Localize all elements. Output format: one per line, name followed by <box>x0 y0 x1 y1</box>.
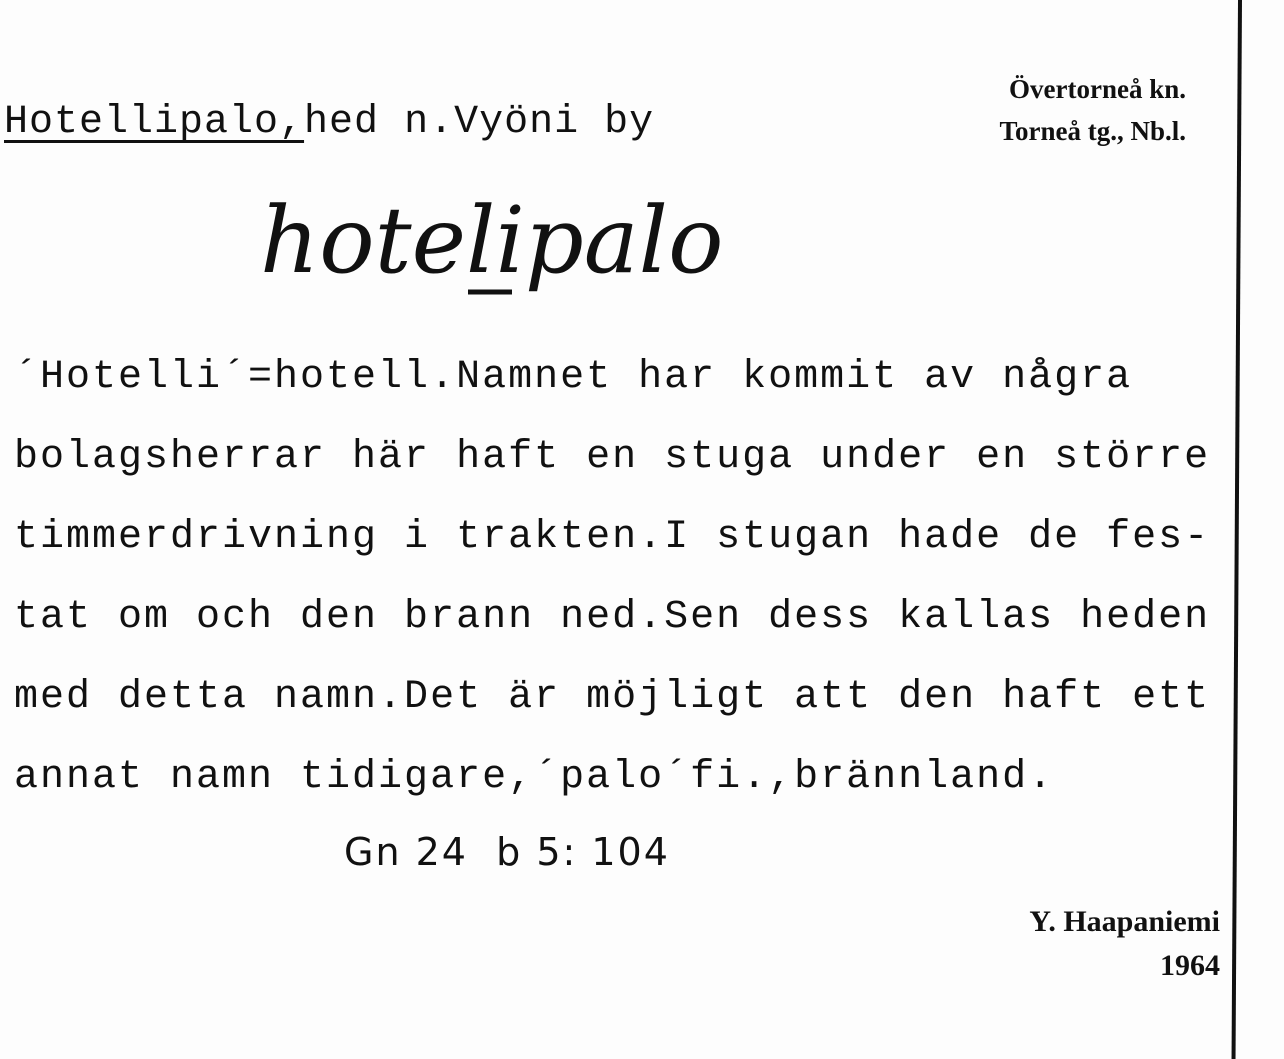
author-name: Y. Haapaniemi <box>1029 905 1220 938</box>
author-year: 1964 <box>1160 949 1220 982</box>
card-body-text <box>14 338 1254 818</box>
handwritten-name-text: hotelipalo <box>260 187 724 294</box>
parish-line-1: Övertorneå kn. <box>1009 74 1186 104</box>
handwritten-name <box>250 180 810 320</box>
archive-reference: Gn 24 b 5: 104 <box>344 830 670 874</box>
body-line-6: annat namn tidigare,´palo´fi.,brännland. <box>14 755 1055 800</box>
parish-block <box>999 68 1186 152</box>
body-line-4: tat om och den brann ned.Sen dess kallas heden <box>14 595 1211 640</box>
headword: Hotellipalo, <box>4 100 305 145</box>
parish-line-2: Torneå tg., Nb.l. <box>999 116 1186 146</box>
author-block <box>1029 900 1220 988</box>
headword-line <box>4 100 654 145</box>
body-line-3: timmerdrivning i trakten.I stugan hade de fes- <box>14 515 1211 560</box>
body-line-5: med detta namn.Det är möjligt att den haft ett <box>14 675 1211 720</box>
body-line-1: ´Hotelli´=hotell.Namnet har kommit av några <box>14 355 1133 400</box>
body-line-2: bolagsherrar här haft en stuga under en större <box>14 435 1211 480</box>
location-description: hed n.Vyöni by <box>304 100 655 145</box>
